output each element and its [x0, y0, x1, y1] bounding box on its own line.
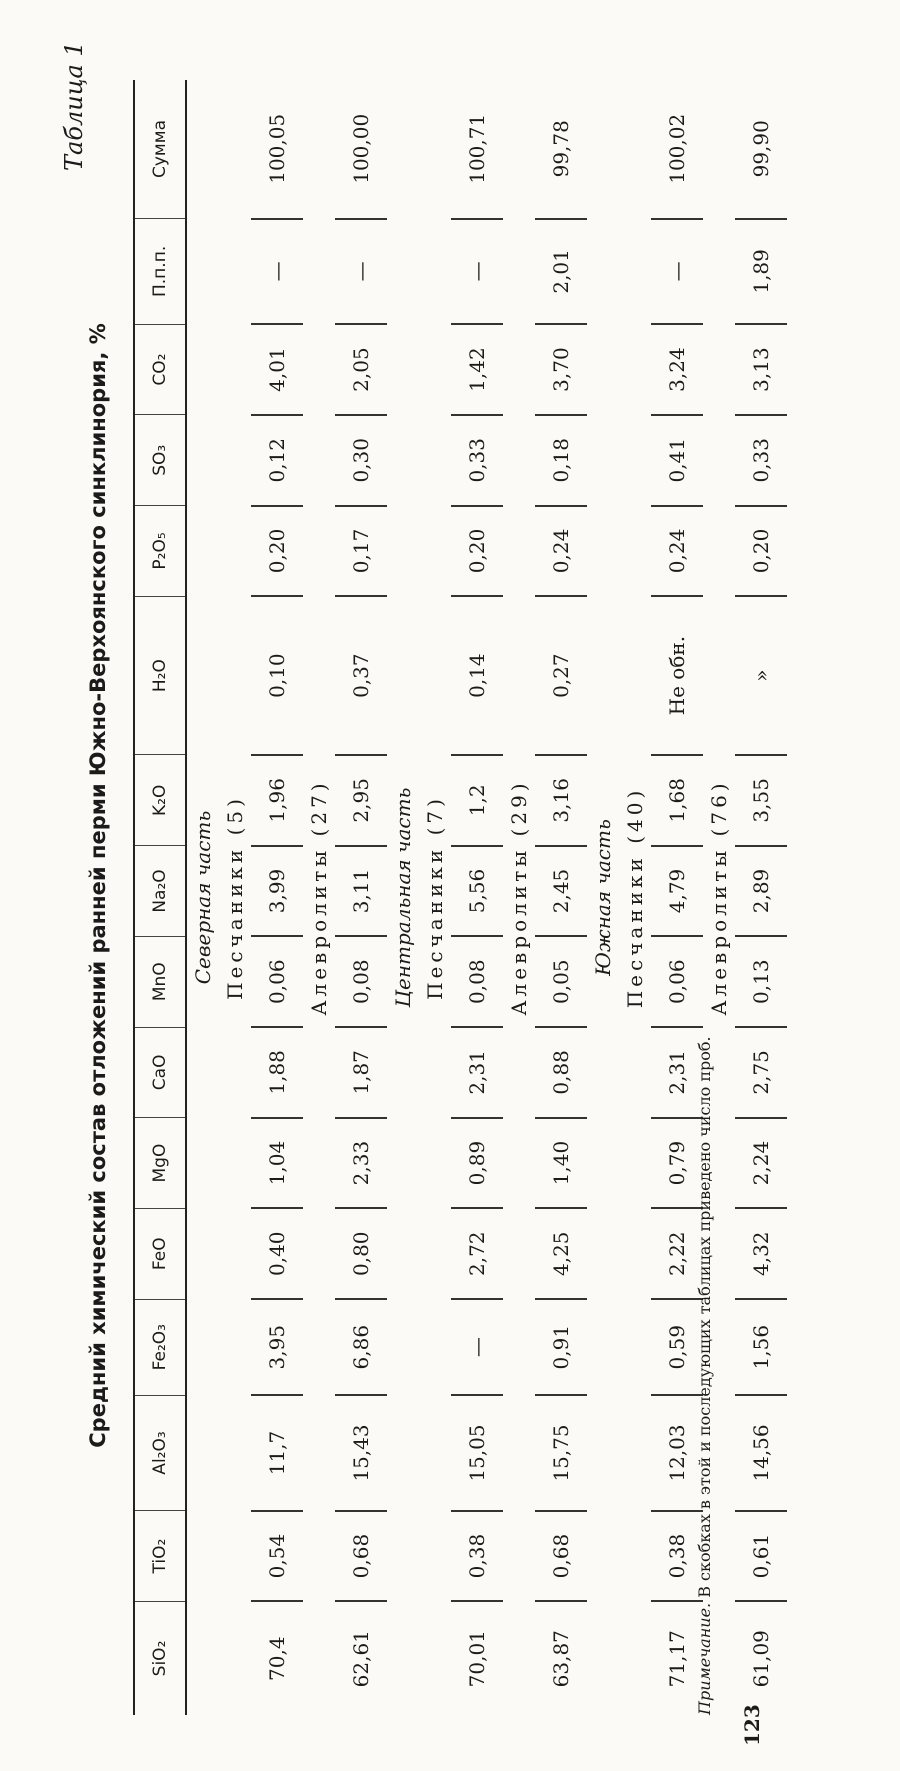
footnote	[695, 1036, 714, 1715]
table-cell: 0,08	[335, 936, 387, 1027]
rock-type-row	[419, 80, 451, 1715]
table-cell: —	[251, 219, 303, 325]
footnote-text: В скобках в этой и последующих таблицах приведено число проб.	[695, 1036, 714, 1598]
column-header: CO₂	[134, 324, 186, 415]
table-cell: 15,75	[535, 1395, 587, 1511]
header-row	[134, 80, 186, 1715]
table-cell: 100,05	[251, 80, 303, 219]
table-cell: 2,22	[651, 1208, 703, 1299]
table-cell: 0,27	[535, 596, 587, 755]
table-cell: 0,89	[451, 1118, 503, 1209]
column-header: SO₃	[134, 415, 186, 506]
table-cell: Не обн.	[651, 596, 703, 755]
table-cell: 3,13	[735, 324, 787, 415]
table-cell: 3,99	[251, 846, 303, 937]
table-cell: 0,38	[651, 1511, 703, 1602]
column-header: Na₂O	[134, 846, 186, 937]
table-label: Таблица 1	[60, 41, 88, 171]
table-cell: 0,68	[535, 1511, 587, 1602]
table-cell: 0,91	[535, 1299, 587, 1395]
table-cell: 2,31	[651, 1027, 703, 1118]
column-header: MnO	[134, 936, 186, 1027]
chemical-composition-table	[133, 80, 787, 1715]
section-header-row	[186, 80, 219, 1715]
table-cell: »	[735, 596, 787, 755]
table-cell: 0,54	[251, 1511, 303, 1602]
section-title: Центральная часть	[391, 787, 415, 1008]
table-cell: 1,56	[735, 1299, 787, 1395]
table-cell: 2,72	[451, 1208, 503, 1299]
table-row	[735, 80, 787, 1715]
table-cell: 2,75	[735, 1027, 787, 1118]
table-cell: 0,33	[735, 415, 787, 506]
table-cell: 99,78	[535, 80, 587, 219]
rock-type-label: Алевролиты (76)	[707, 779, 731, 1016]
table-cell: 0,13	[735, 936, 787, 1027]
section-title: Северная часть	[191, 810, 215, 985]
column-header: Fe₂O₃	[134, 1299, 186, 1395]
table-cell: 1,88	[251, 1027, 303, 1118]
table-row	[451, 80, 503, 1715]
table-cell: 100,02	[651, 80, 703, 219]
table-cell: 15,05	[451, 1395, 503, 1511]
section-header-row	[387, 80, 419, 1715]
rock-type-label: Алевролиты (29)	[507, 779, 531, 1016]
table-cell: 99,90	[735, 80, 787, 219]
table-cell: 0,17	[335, 506, 387, 597]
table-cell: 2,01	[535, 219, 587, 325]
column-header: P₂O₅	[134, 506, 186, 597]
table-cell: 0,05	[535, 936, 587, 1027]
table-cell: 0,08	[451, 936, 503, 1027]
section-header-row	[587, 80, 619, 1715]
table-cell: 4,79	[651, 846, 703, 937]
rock-type-row	[619, 80, 651, 1715]
table-cell: 70,4	[265, 1636, 289, 1681]
table-cell: —	[335, 219, 387, 325]
table-cell: 15,43	[335, 1395, 387, 1511]
section-title: Южная часть	[591, 819, 615, 976]
table-cell: 100,71	[451, 80, 503, 219]
table-cell: 0,24	[535, 506, 587, 597]
table-cell: 71,17	[665, 1630, 689, 1688]
table-cell: 0,06	[651, 936, 703, 1027]
table-cell: —	[651, 219, 703, 325]
table-cell: 0,79	[651, 1118, 703, 1209]
table-cell: —	[451, 1299, 503, 1395]
table-cell: —	[451, 219, 503, 325]
table-cell: 3,11	[335, 846, 387, 937]
table-cell: 0,20	[735, 506, 787, 597]
column-header: Сумма	[134, 80, 186, 219]
table-cell: 12,03	[651, 1395, 703, 1511]
table-cell: 0,20	[451, 506, 503, 597]
table-cell: 70,01	[465, 1630, 489, 1688]
table-cell: 0,61	[735, 1511, 787, 1602]
rock-type-label: Песчаники (5)	[223, 795, 247, 1000]
table-title: Средний химический состав отложений ранней перми Южно-Верхоянского синклинория, %	[86, 323, 110, 1448]
table-cell: 0,59	[651, 1299, 703, 1395]
table-cell: 1,68	[651, 755, 703, 846]
column-header: H₂O	[134, 596, 186, 755]
table-cell: 0,33	[451, 415, 503, 506]
table-cell: 1,40	[535, 1118, 587, 1209]
table-cell: 3,24	[651, 324, 703, 415]
table-cell: 63,87	[549, 1630, 573, 1688]
table-cell: 4,32	[735, 1208, 787, 1299]
table-cell: 0,18	[535, 415, 587, 506]
table-row	[535, 80, 587, 1715]
table-cell: 0,37	[335, 596, 387, 755]
table-cell: 2,45	[535, 846, 587, 937]
table-cell: 1,04	[251, 1118, 303, 1209]
column-header: П.п.п.	[134, 219, 186, 325]
table-cell: 1,89	[735, 219, 787, 325]
table-cell: 11,7	[251, 1395, 303, 1511]
table-cell: 1,96	[251, 755, 303, 846]
table-cell: 2,05	[335, 324, 387, 415]
table-cell: 62,61	[349, 1630, 373, 1688]
column-header: MgO	[134, 1118, 186, 1209]
column-header: TiO₂	[134, 1511, 186, 1602]
rock-type-label: Песчаники (40)	[623, 786, 647, 1009]
table-cell: 2,24	[735, 1118, 787, 1209]
rock-type-row	[303, 80, 335, 1715]
column-header: K₂O	[134, 755, 186, 846]
table-cell: 4,01	[251, 324, 303, 415]
table-cell: 3,70	[535, 324, 587, 415]
table-cell: 0,12	[251, 415, 303, 506]
table-cell: 0,24	[651, 506, 703, 597]
table-cell: 0,30	[335, 415, 387, 506]
table-cell: 0,06	[251, 936, 303, 1027]
table-row	[335, 80, 387, 1715]
column-header: FeO	[134, 1208, 186, 1299]
table-cell: 0,10	[251, 596, 303, 755]
table-cell: 0,68	[335, 1511, 387, 1602]
table-cell: 2,33	[335, 1118, 387, 1209]
rock-type-label: Алевролиты (27)	[307, 779, 331, 1016]
table-cell: 5,56	[451, 846, 503, 937]
table-cell: 14,56	[735, 1395, 787, 1511]
rock-type-row	[219, 80, 251, 1715]
footnote-label: Примечание.	[695, 1602, 714, 1715]
table-cell: 2,95	[335, 755, 387, 846]
column-header: Al₂O₃	[134, 1395, 186, 1511]
table-cell: 3,95	[251, 1299, 303, 1395]
rock-type-row	[503, 80, 535, 1715]
table-cell: 2,31	[451, 1027, 503, 1118]
table-cell: 0,14	[451, 596, 503, 755]
column-header: CaO	[134, 1027, 186, 1118]
table-cell: 0,41	[651, 415, 703, 506]
table-cell: 6,86	[335, 1299, 387, 1395]
table-cell: 0,88	[535, 1027, 587, 1118]
table-cell: 1,87	[335, 1027, 387, 1118]
table-cell: 1,42	[451, 324, 503, 415]
table-cell: 2,89	[735, 846, 787, 937]
rock-type-label: Песчаники (7)	[423, 795, 447, 1000]
table-row	[251, 80, 303, 1715]
table-cell: 61,09	[749, 1630, 773, 1688]
table-cell: 0,20	[251, 506, 303, 597]
table-cell: 0,80	[335, 1208, 387, 1299]
table-cell: 100,00	[335, 80, 387, 219]
table-cell: 4,25	[535, 1208, 587, 1299]
table-cell: 0,38	[451, 1511, 503, 1602]
table-cell: 1,2	[451, 755, 503, 846]
table-cell: 0,40	[251, 1208, 303, 1299]
table-cell: 3,16	[535, 755, 587, 846]
table-cell: 3,55	[735, 755, 787, 846]
page-number: 123	[740, 1704, 764, 1746]
column-header: SiO₂	[134, 1601, 186, 1715]
